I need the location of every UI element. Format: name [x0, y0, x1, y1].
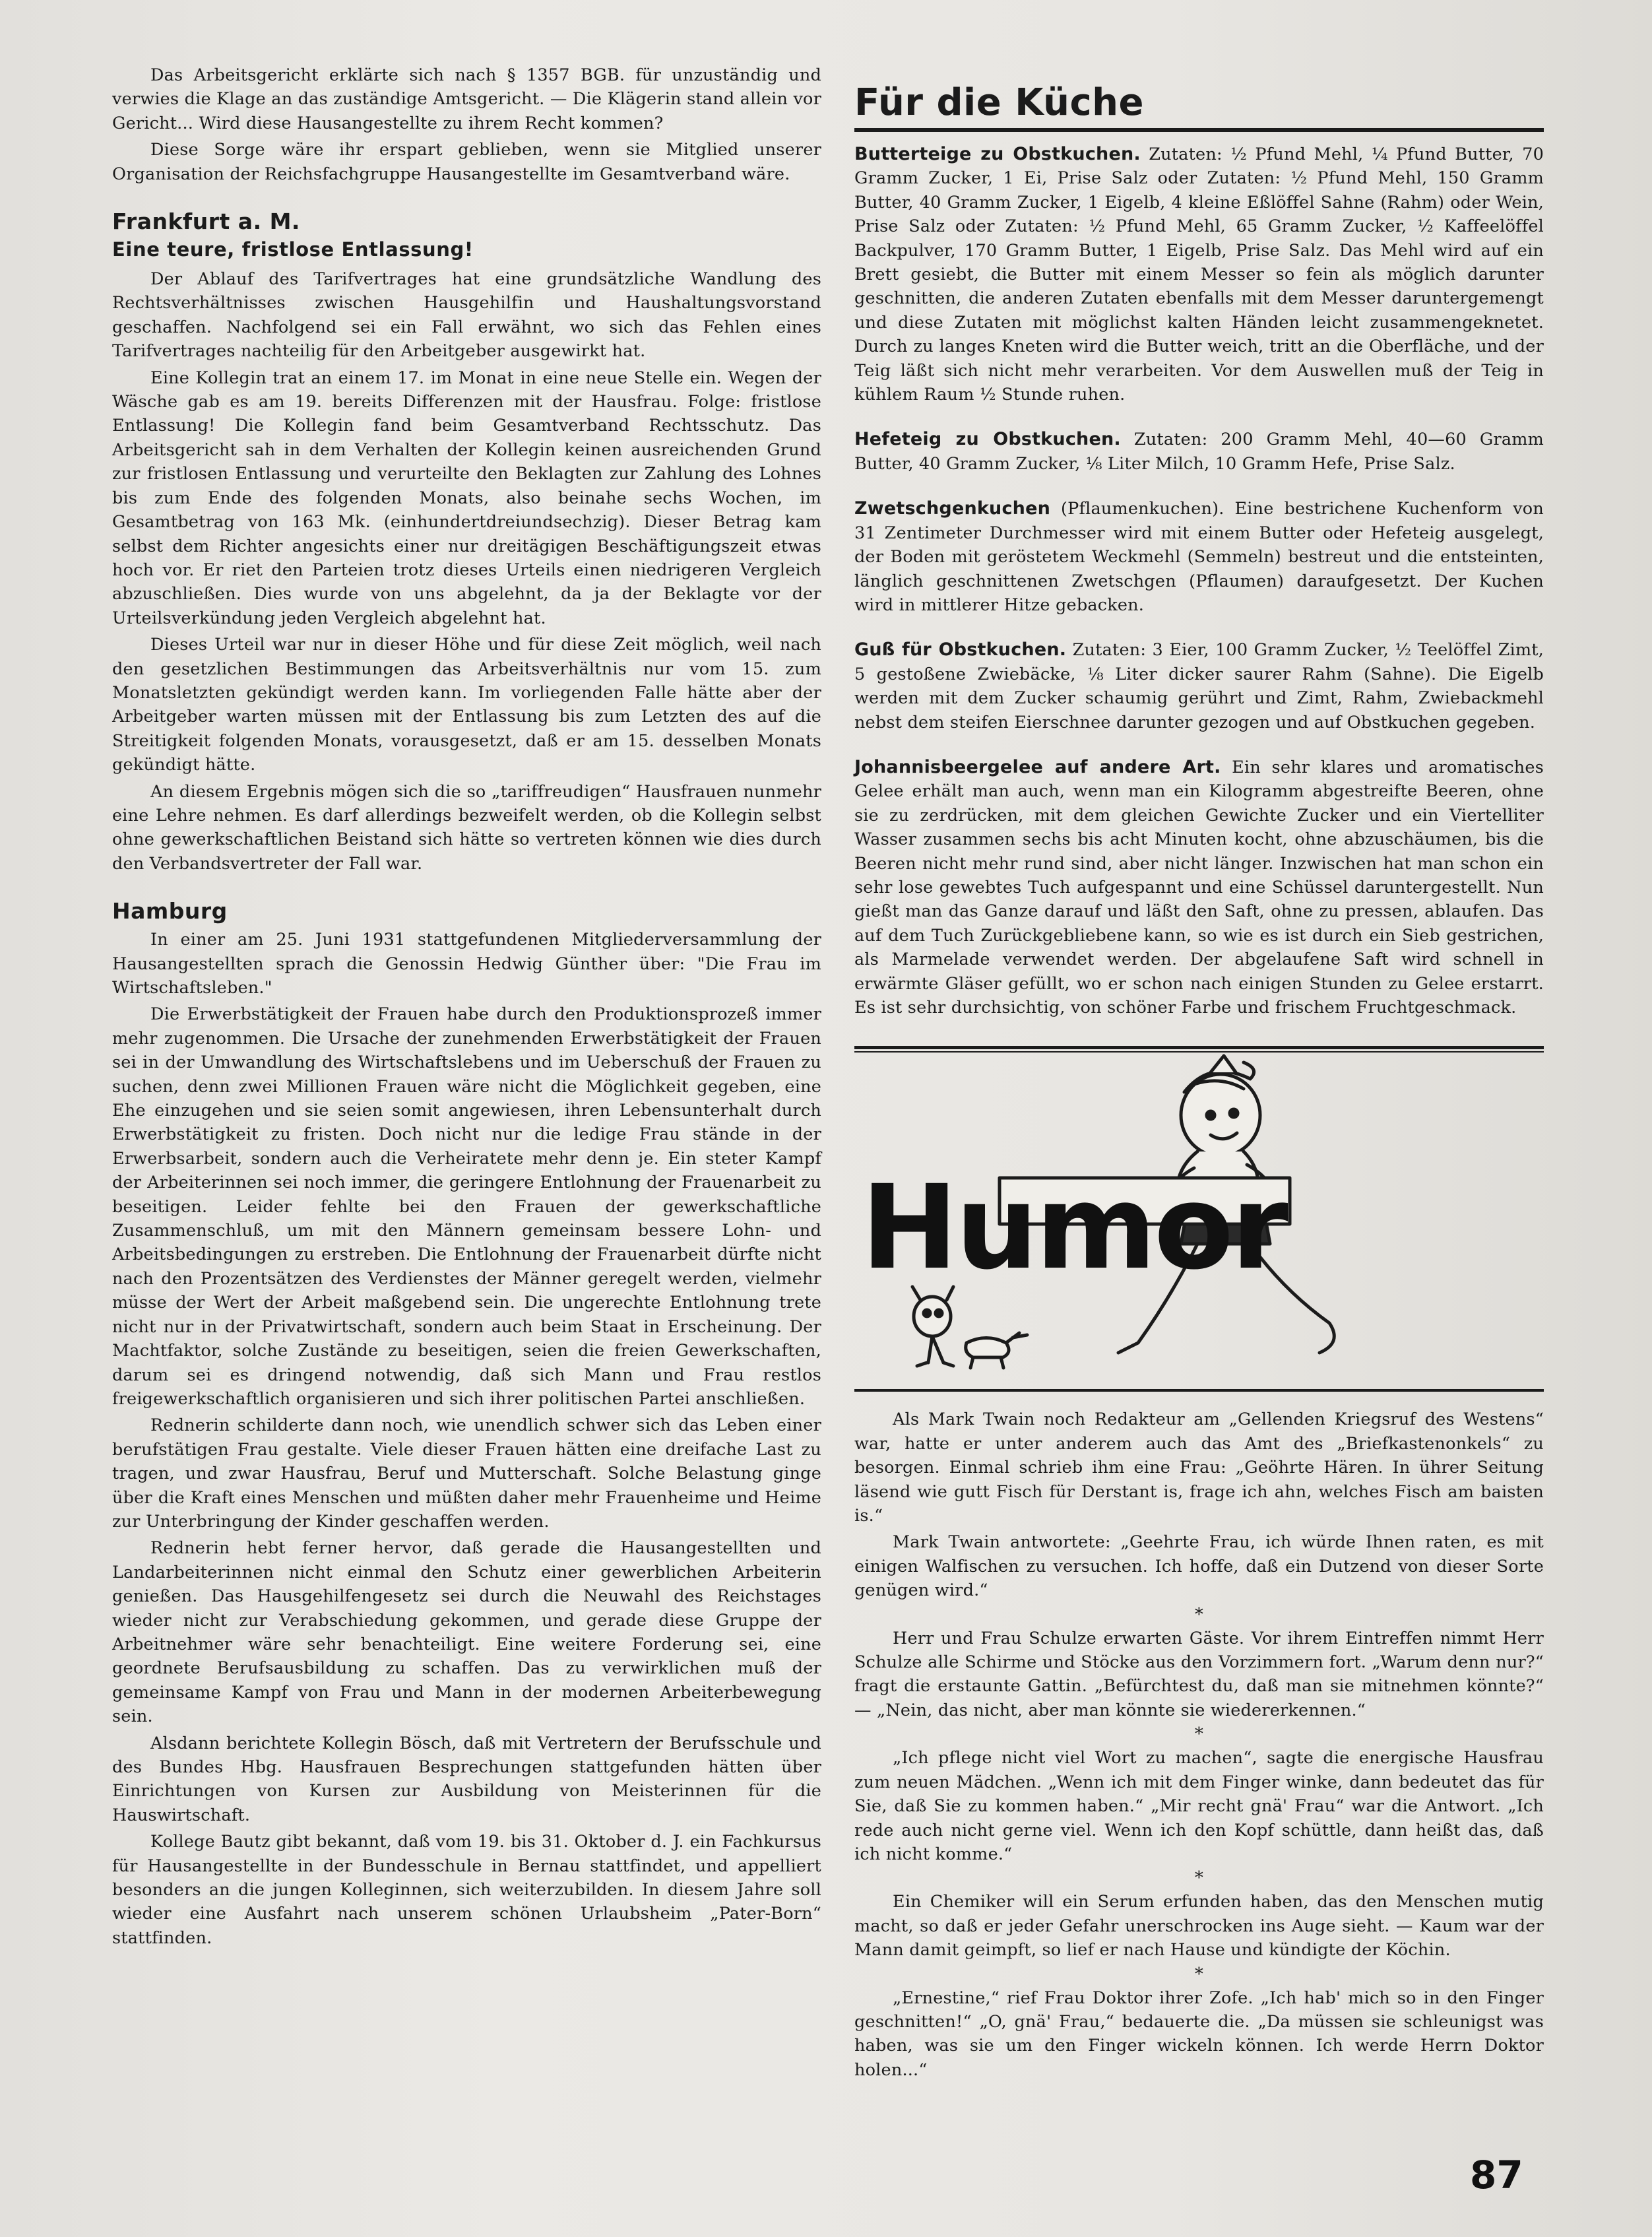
hamburg-paragraph: Rednerin schilderte dann noch, wie unendlich schwer sich das Leben einer berufstätigen Frau gestalte. Viele dieser Frauen hätten eine dreifache Last zu tragen, und zwar Hausfrau, Beruf und Mutterschaft. Solche Belastung ginge über die Kraft eines Menschen und müßten daher mehr Frauenheime und Heime zur Unterbringung der Kinder geschaffen werden.	[112, 1415, 821, 1532]
joke-paragraph: Mark Twain antwortete: „Geehrte Frau, ich würde Ihnen raten, es mit einigen Walfischen zu versuchen. Ich hoffe, daß ein Dutzend von dieser Sorte genügen wird.“	[854, 1532, 1544, 1601]
frankfurt-paragraph: Dieses Urteil war nur in dieser Höhe und für diese Zeit möglich, weil nach den gesetzlichen Bestimmungen das Arbeitsverhältnis nur vom 15. zum Monatsletzten gekündigt werden kann. Im vorliegenden Falle hätte aber der Arbeitgeber warten müssen mit der Entlassung bis zum Letzten des auf die Streitigkeit folgenden Monats, vorausgesetzt, daß er am 15. desselben Monats gekündigt hätte.	[112, 635, 821, 775]
recipe	[854, 143, 1544, 406]
recipe-title: Butterteige zu Obstkuchen.	[854, 144, 1141, 164]
frankfurt-paragraph: Der Ablauf des Tarifvertrages hat eine grundsätzliche Wandlung des Rechtsverhältnisses zwischen Hausgehilfin und Haushaltungsvorstand geschaffen. Nachfolgend sei ein Fall erwähnt, wo sich das Fehlen eines Tarifvertrages nachteilig für den Arbeitgeber ausgewirkt hat.	[112, 269, 821, 362]
hamburg-heading: Hamburg	[112, 898, 228, 924]
joke-paragraph: Ein Chemiker will ein Serum erfunden haben, das den Menschen mutig macht, so daß er jeder Gefahr unerschrocken ins Auge sieht. — Kaum war der Mann damit geimpft, so lief er nach Hause und kündigte der Köchin.	[854, 1892, 1544, 1961]
humor-illustration	[854, 1053, 1544, 1382]
hamburg-paragraph: Kollege Bautz gibt bekannt, daß vom 19. bis 31. Oktober d. J. ein Fachkursus für Hausangestellte in der Bundesschule in Bernau stattfindet, und appelliert besonders an die jungen Kolleginnen, sich weiterzubilden. In diesem Jahre soll wieder eine Ausfahrt nach unserem schönen Urlaubsheim „Pater-Born“ stattfinden.	[112, 1832, 821, 1948]
hamburg-paragraph: Rednerin hebt ferner hervor, daß gerade die Hausangestellten und Landarbeiterinnen nicht einmal den Schutz einer gewerblichen Arbeiterin genießen. Das Hausgehilfengesetz sei durch die Neuwahl des Reichstages wieder nicht zur Verabschiedung gekommen, und gerade diese Gruppe der Arbeitnehmer wäre sehr benachteiligt. Eine weitere Forderung sei, eine geordnete Berufsausbildung zu schaffen. Das zu verwirklichen muß der gemeinsame Kampf von Frau und Mann in der modernen Arbeiterbewegung sein.	[112, 1538, 821, 1727]
right-column	[854, 63, 1544, 2085]
recipe-text: Zutaten: 200 Gramm Mehl, 40—60 Gramm Butter, 40 Gramm Zucker, ⅛ Liter Milch, 10 Gramm Hefe, Prise Salz.	[854, 430, 1544, 474]
joke-paragraph: „Ernestine,“ rief Frau Doktor ihrer Zofe. „Ich hab' mich so in den Finger geschnitten!“ „O, gnä' Frau,“ bedauerte die. „Da müssen sie schleunigst was haben, was sie um den Finger wickeln können. Ich werde Herrn Doktor holen...“	[854, 1988, 1544, 2080]
hamburg-paragraph: Alsdann berichtete Kollegin Bösch, daß mit Vertretern der Berufsschule und des Bundes Hbg. Hausfrauen Besprechungen stattgefunden hätten über Einrichtungen von Kursen zur Ausbildung von Meisterinnen für die Hauswirtschaft.	[112, 1733, 821, 1825]
joke-separator: *	[1194, 1604, 1204, 1625]
recipe	[854, 428, 1544, 476]
joke-paragraph: „Ich pflege nicht viel Wort zu machen“, sagte die energische Hausfrau zum neuen Mädchen. „Wenn ich mit dem Finger winke, dann bedeutet das für Sie, daß Sie zu kommen haben.“ „Mir recht gnä' Frau“ war die Antwort. „Ich rede auch nicht gerne viel. Wenn ich den Kopf schüttle, dann heißt das, daß ich nicht komme.“	[854, 1748, 1544, 1864]
frankfurt-paragraph: An diesem Ergebnis mögen sich die so „tariffreudigen“ Hausfrauen nunmehr eine Lehre nehmen. Es darf allerdings bezweifelt werden, ob die Kollegin selbst ohne gewerkschaftlichen Beistand sich hätte so vertreten können wie dies durch den Verbandsvertreter der Fall war.	[112, 781, 821, 874]
recipe	[854, 756, 1544, 1020]
page-number: 87	[1470, 2153, 1523, 2197]
humor-title: Humor	[861, 1160, 1286, 1296]
recipe-text: (Pflaumenkuchen). Eine bestrichene Kuchenform von 31 Zentimeter Durchmesser wird mit einem Butter oder Hefeteig ausgelegt, der Boden mit geröstetem Weckmehl (Semmeln) bestreut und die entsteinten, länglich geschnittenen Zwetschgen (Pflaumen) daraufgesetzt. Der Kuchen wird in mittlerer Hitze gebacken.	[854, 499, 1544, 615]
intro-paragraph: Das Arbeitsgericht erklärte sich nach § 1357 BGB. für unzuständig und verwies die Klage an das zuständige Amtsgericht. — Die Klägerin stand allein vor Gericht... Wird diese Hausangestellte zu ihrem Recht kommen?	[112, 65, 821, 133]
humor-divider	[854, 1389, 1544, 1392]
recipe-title: Johannisbeergelee auf andere Art.	[854, 756, 1221, 777]
recipe-text: Zutaten: 3 Eier, 100 Gramm Zucker, ½ Teelöffel Zimt, 5 gestoßene Zwiebäcke, ⅛ Liter dicker saurer Rahm (Sahne). Die Eigelb werden mit dem Zucker schaumig gerührt und Zimt, Rahm, Zwiebackmehl nebst dem steifen Eierschnee darunter gezogen und auf Obstkuchen gegeben.	[854, 640, 1544, 732]
recipe-text: Zutaten: ½ Pfund Mehl, ¼ Pfund Butter, 70 Gramm Zucker, 1 Ei, Prise Salz oder Zutaten: ½ Pfund Mehl, 150 Gramm Butter, 40 Gramm Zucker, 1 Eigelb, 4 kleine Eßlöffel Sahne (Rahm) oder Wein, Prise Salz oder Zutaten: ½ Pfund Mehl, 65 Gramm Zucker, ½ Kaffeelöffel Backpulver, 170 Gramm Butter, 1 Eigelb, Prise Salz. Das Mehl wird auf ein Brett gesiebt, die Butter mit einem Messer so fein als möglich darunter geschnitten, die anderen Zutaten ebenfalls mit dem Messer daruntergemengt und diese Zutaten mit möglichst kalten Händen leicht zusammengeknetet. Durch zu langes Kneten wird die Butter weich, tritt an die Oberfläche, und der Teig läßt sich nicht mehr verarbeiten. Vor dem Auswellen muß der Teig in kühlem Raum ½ Stunde ruhen.	[854, 145, 1544, 405]
joke-separator: *	[1194, 1724, 1204, 1745]
intro-paragraph: Diese Sorge wäre ihr erspart geblieben, wenn sie Mitglied unserer Organisation der Reichsfachgruppe Hausangestellte im Gesamtverband wäre.	[112, 140, 821, 184]
recipe	[854, 638, 1544, 734]
section-divider	[854, 1046, 1544, 1053]
frankfurt-paragraph: Eine Kollegin trat an einem 17. im Monat in eine neue Stelle ein. Wegen der Wäsche gab es am 19. bereits Differenzen mit der Hausfrau. Folge: fristlose Entlassung! Die Kollegin fand beim Gesamtverband Rechtsschutz. Das Arbeitsgericht sah in dem Verhalten der Kollegin keinen ausreichenden Grund zur fristlosen Entlassung und verurteilte den Beklagten zur Zahlung des Lohnes bis zum Ende des folgenden Monats, also beinahe sechs Wochen, im Gesamtbetrag von 163 Mk. (einhundertdreiundsechzig). Dieser Betrag kam selbst dem Richter angesichts einer nur dreitägigen Beschäftigungszeit etwas hoch vor. Er riet den Parteien trotz dieses Urteils einen niedrigeren Vergleich abzuschließen. Dies wurde von uns abgelehnt, da ja der Beklagte vor der Urteilsverkündung jeden Vergleich abgelehnt hat.	[112, 368, 821, 628]
recipe-text: Ein sehr klares und aromatisches Gelee erhält man auch, wenn man ein Kilogramm abgestreifte Beeren, ohne sie zu zerdrücken, mit dem gleichen Gewichte Zucker und ein Viertelliter Wasser zusammen sechs bis acht Minuten kocht, ohne abzuschäumen, bis die Beeren nicht mehr rund sind, aber nicht länger. Inzwischen hat man schon ein sehr lose gewebtes Tuch aufgespannt und eine Schüssel daruntergestellt. Nun gießt man das Ganze darauf und läßt den Saft, ohne zu pressen, ablaufen. Das auf dem Tuch Zurückgebliebene kann, so wie es ist durch ein Sieb gestrichen, als Marmelade verwendet werden. Der abgelaufene Saft wird schnell in erwärmte Gläser gefüllt, wo er schon nach einigen Stunden zu Gelee erstarrt. Es ist sehr durchsichtig, von schöner Farbe und frischem Fruchtgeschmack.	[854, 757, 1544, 1018]
frankfurt-heading: Frankfurt a. M.	[112, 209, 300, 235]
kitchen-section-title: Für die Küche	[854, 82, 1544, 132]
frankfurt-headline: Eine teure, fristlose Entlassung!	[112, 238, 474, 261]
joke-paragraph: Als Mark Twain noch Redakteur am „Gellenden Kriegsruf des Westens“ war, hatte er unter anderem auch das Amt des „Briefkastenonkels“ zu besorgen. Einmal schrieb ihm eine Frau: „Geöhrte Hären. In ührer Seitung läsend wie gutt Fisch für Derstant is, frage ich ahn, welches Fisch am baisten is.“	[854, 1410, 1544, 1526]
left-column	[112, 63, 821, 1953]
recipe	[854, 497, 1544, 617]
recipe-title: Hefeteig zu Obstkuchen.	[854, 429, 1121, 450]
hamburg-paragraph: In einer am 25. Juni 1931 stattgefundenen Mitgliederversammlung der Hausangestellten sprach die Genossin Hedwig Günther über: "Die Frau im Wirtschaftsleben."	[112, 930, 821, 998]
recipe-title: Guß für Obstkuchen.	[854, 639, 1067, 661]
joke-separator: *	[1194, 1868, 1204, 1889]
joke-paragraph: Herr und Frau Schulze erwarten Gäste. Vor ihrem Eintreffen nimmt Herr Schulze alle Schirme und Stöcke aus den Vorzimmern fort. „Warum denn nur?“ fragt die erstaunte Gattin. „Befürchtest du, daß man sie mitnehmen könnte?“ — „Nein, das nicht, aber man könnte sie wiedererkennen.“	[854, 1628, 1544, 1720]
hamburg-paragraph: Die Erwerbstätigkeit der Frauen habe durch den Produktionsprozeß immer mehr zugenommen. Die Ursache der zunehmenden Erwerbstätigkeit der Frauen sei in der Umwandlung des Wirtschaftslebens und im Ueberschuß der Frauen zu suchen, denn zwei Millionen Frauen wäre nicht die Möglichkeit gegeben, eine Ehe einzugehen und sie seien somit angewiesen, ihren Lebensunterhalt durch Erwerbstätigkeit zu fristen. Doch nicht nur die ledige Frau stände in der Erwerbsarbeit, sondern auch die Verheiratete mehr denn je. Ein steter Kampf der Arbeiterinnen sei noch immer, die geringere Entlohnung der Frauenarbeit zu beseitigen. Leider fehlte bei den Frauen der gewerkschaftliche Zusammenschluß, um mit den Männern gemeinsam bessere Lohn- und Arbeitsbedingungen zu erstreben. Die Entlohnung der Frauenarbeit dürfte nicht nach den Prozentsätzen des Verdienstes der Männer geregelt werden, vielmehr müsse der Wert der Arbeit maßgebend sein. Die ungerechte Entlohnung trete nicht nur in der Privatwirtschaft, sondern auch beim Staat in Erscheinung. Der Machtfaktor, solche Zustände zu beseitigen, seien die freien Gewerkschaften, darum sei es dringend notwendig, daß sich Mann und Frau restlos freigewerkschaftlich organisieren und sich ihrer politischen Partei anschließen.	[112, 1004, 821, 1409]
recipe-title: Zwetschgenkuchen	[854, 498, 1051, 519]
joke-separator: *	[1194, 1964, 1204, 1984]
